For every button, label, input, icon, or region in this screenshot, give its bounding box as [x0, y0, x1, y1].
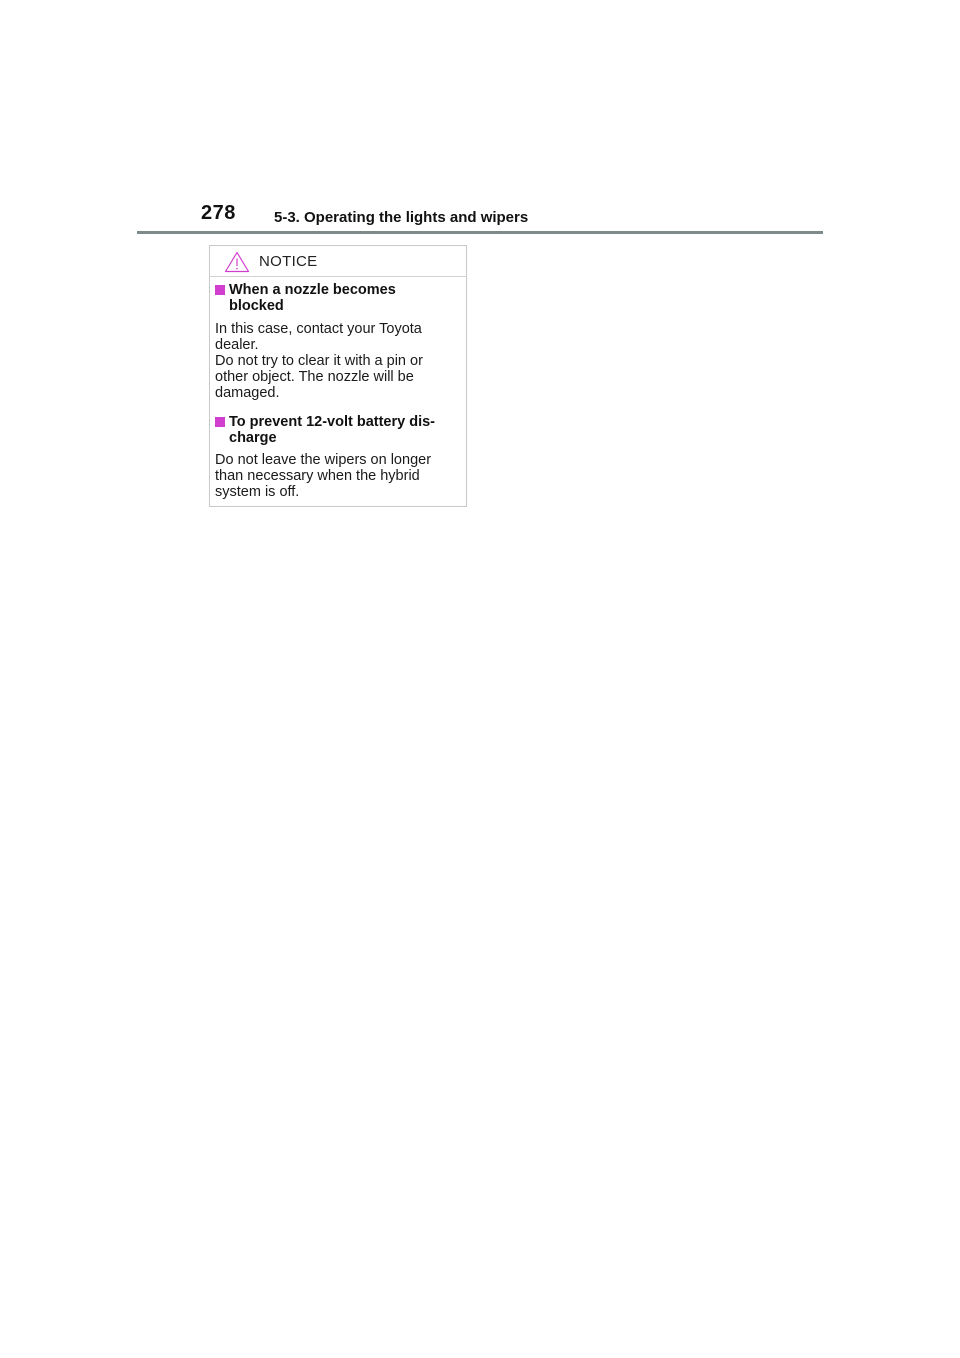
notice-title: NOTICE — [259, 253, 318, 270]
square-bullet-icon — [215, 285, 225, 295]
page-header — [0, 0, 960, 236]
notice-item-text: In this case, contact your Toyota dealer. Do not try to clear it with a pin or other object. The nozzle will be damaged. — [215, 321, 423, 401]
page-number: 278 — [201, 202, 236, 224]
header-divider — [137, 231, 823, 234]
notice-item-heading: To prevent 12-volt battery dis- charge — [215, 414, 460, 446]
notice-item-heading: When a nozzle becomes blocked — [215, 282, 460, 314]
notice-header — [210, 246, 466, 277]
notice-body — [210, 282, 466, 500]
square-bullet-icon — [215, 417, 225, 427]
notice-box — [209, 245, 467, 507]
section-title: 5-3. Operating the lights and wipers — [274, 209, 529, 226]
notice-item-text: Do not leave the wipers on longer than necessary when the hybrid system is off. — [215, 452, 432, 500]
warning-triangle-icon — [224, 251, 250, 273]
